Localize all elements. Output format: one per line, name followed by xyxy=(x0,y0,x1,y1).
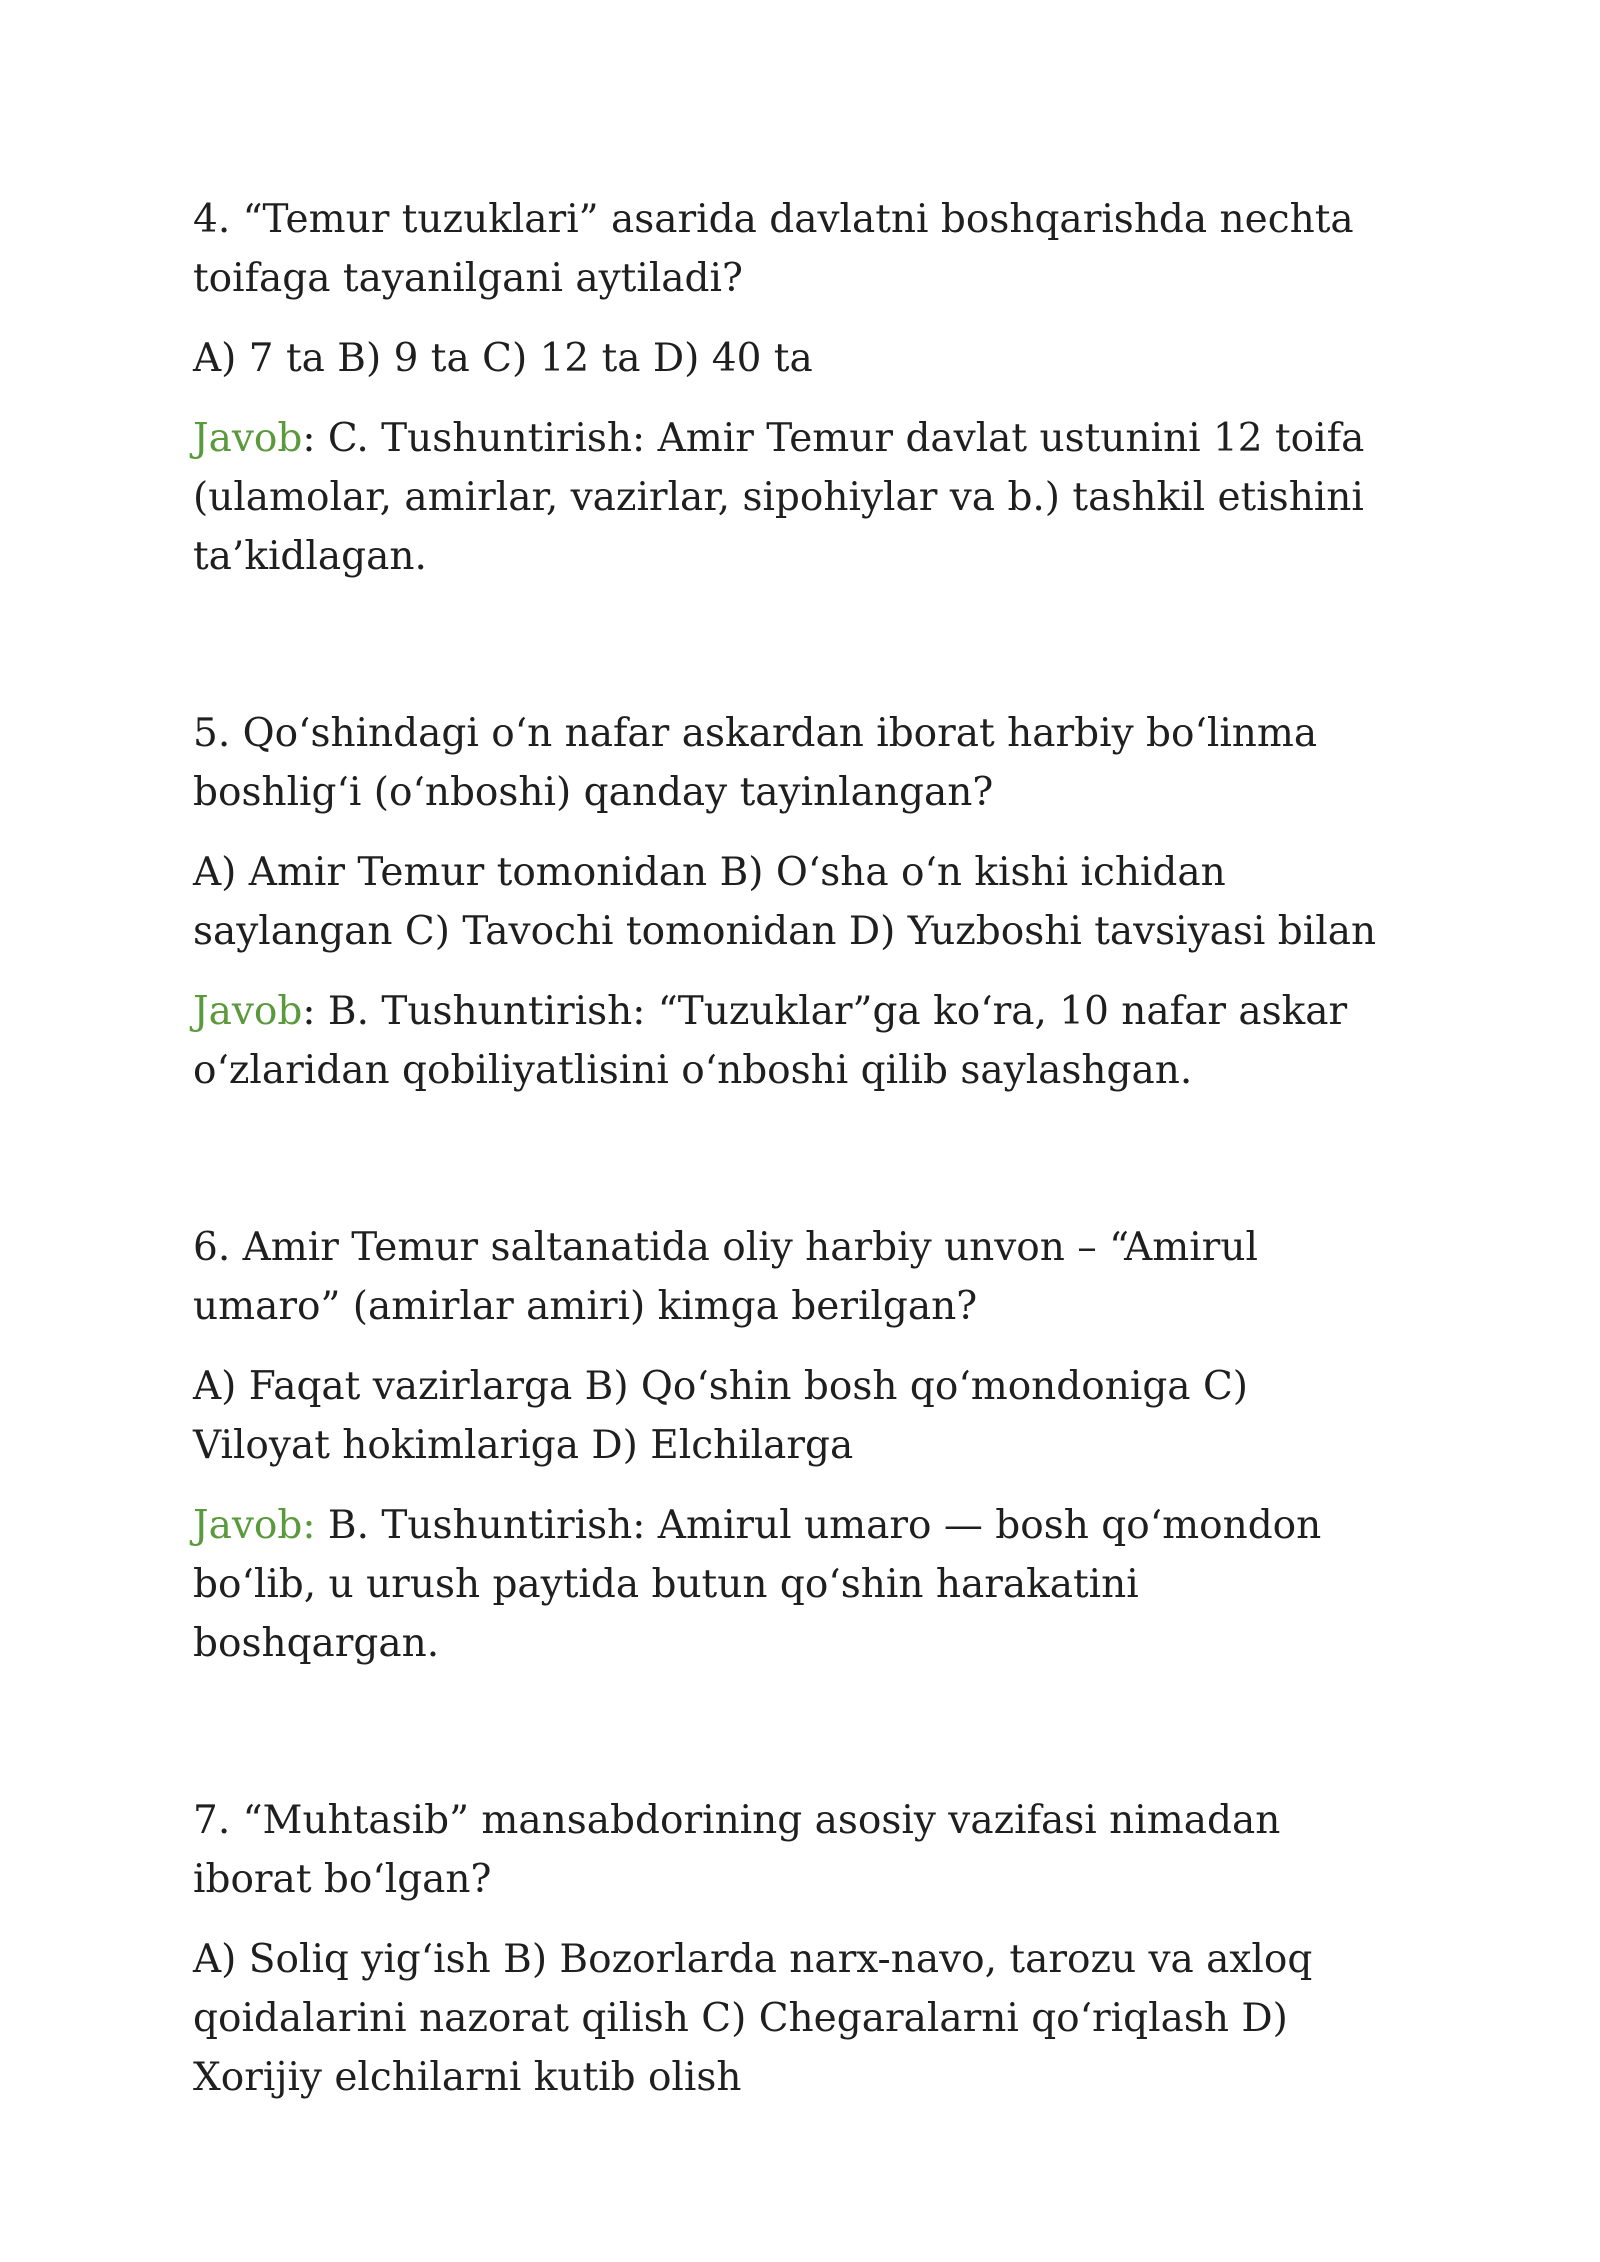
answer-explanation xyxy=(193,409,1393,586)
answer-label: Javob xyxy=(193,416,303,461)
answer-label: Javob xyxy=(193,989,303,1034)
answer-label: Javob: xyxy=(193,1503,316,1548)
question-text: 4. “Temur tuzuklari” asarida davlatni boshqarishda nechta toifaga tayanilgani aytiladi? xyxy=(193,197,1354,301)
answer-options: A) Soliq yig‘ish B) Bozorlarda narx-navo, tarozu va axloq qoidalarini nazorat qilish C) Chegaralarni qo‘riqlash D) Xorijiy elchilarni kutib olish xyxy=(193,1937,1313,2100)
answer-options: A) Faqat vazirlarga B) Qo‘shin bosh qo‘mondoniga C) Viloyat hokimlariga D) Elchilarga xyxy=(193,1364,1248,1468)
document-page xyxy=(193,190,1393,2128)
answer-options: A) Amir Temur tomonidan B) O‘sha o‘n kishi ichidan saylangan C) Tavochi tomonidan D) Yuzboshi tavsiyasi bilan xyxy=(193,850,1377,954)
question-text: 7. “Muhtasib” mansabdorining asosiy vazifasi nimadan iborat bo‘lgan? xyxy=(193,1798,1281,1902)
question-text: 5. Qo‘shindagi o‘n nafar askardan iborat harbiy bo‘linma boshlig‘i (o‘nboshi) qanday tayinlangan? xyxy=(193,711,1318,815)
question-5 xyxy=(193,704,1393,1100)
answer-text: : B. Tushuntirish: “Tuzuklar”ga ko‘ra, 10 nafar askar o‘zlaridan qobiliyatlisini o‘nboshi qilib saylashgan. xyxy=(193,989,1348,1093)
question-4 xyxy=(193,190,1393,586)
answer-text: : C. Tushuntirish: Amir Temur davlat ustunini 12 toifa (ulamolar, amirlar, vazirlar, sipohiylar va b.) tashkil etishini ta’kidlagan. xyxy=(193,416,1365,579)
question-6 xyxy=(193,1218,1393,1673)
question-7 xyxy=(193,1791,1393,2107)
answer-options: A) 7 ta B) 9 ta C) 12 ta D) 40 ta xyxy=(193,336,813,381)
answer-explanation xyxy=(193,1496,1393,1673)
question-text: 6. Amir Temur saltanatida oliy harbiy unvon – “Amirul umaro” (amirlar amiri) kimga berilgan? xyxy=(193,1225,1258,1329)
answer-text: B. Tushuntirish: Amirul umaro — bosh qo‘mondon bo‘lib, u urush paytida butun qo‘shin harakatini boshqargan. xyxy=(193,1503,1322,1666)
answer-explanation xyxy=(193,982,1393,1100)
